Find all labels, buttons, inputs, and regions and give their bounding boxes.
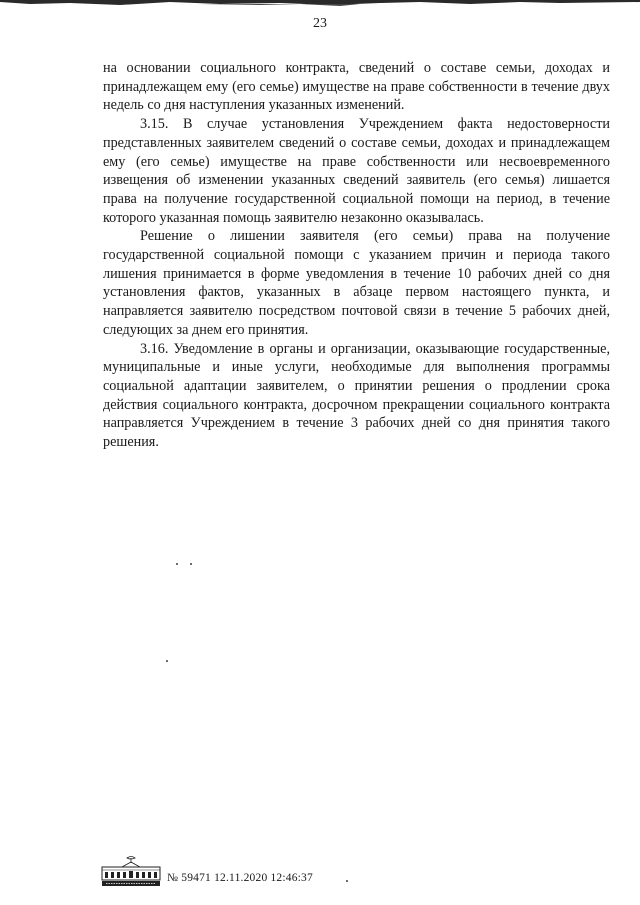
scan-top-edge xyxy=(0,0,640,8)
paragraph-text: на основании социального контракта, сведений о составе семьи, доходах и принадлежащем ему (его семье) имуществе на праве собственности в течение двух недель со дня наступления указанных изменений. xyxy=(103,60,610,114)
document-body xyxy=(103,59,610,452)
paragraph-decision xyxy=(103,227,610,339)
scan-speck xyxy=(346,880,348,882)
scan-speck xyxy=(190,563,192,565)
scan-speck xyxy=(176,563,178,565)
paragraph-text: В случае установления Учреждением факта недостоверности представленных заявителем сведений о составе семьи, доходах и принадлежащем ему (его семье) имуществе на праве собственности или несвоевременного извещения об изменении указанных сведений заявитель (его семья) лишается права на получение государственной социальной помощи на период, в течение которого указанная помощь заявителю незаконно оказывалась. xyxy=(103,116,610,226)
registration-stamp: № 59471 12.11.2020 12:46:37 xyxy=(167,872,313,884)
page-number: 23 xyxy=(313,16,327,31)
paragraph-3-16 xyxy=(103,340,610,452)
paragraph-text: Уведомление в органы и организации, оказывающие государственные, муниципальные и иные услуги, необходимые для выполнения программы социальной адаптации заявителем, о принятии решения о продлении срока действия социального контракта, досрочном прекращении социального контракта направляется Учреждением в течение 3 рабочих дней со дня принятия такого решения. xyxy=(103,340,610,451)
item-number: 3.16. xyxy=(140,340,169,357)
paragraph-continuation xyxy=(103,59,610,115)
building-stamp-icon xyxy=(100,855,162,889)
paragraph-3-15 xyxy=(103,115,610,227)
scan-speck xyxy=(166,660,168,662)
paragraph-text: Решение о лишении заявителя (его семьи) права на получение государственной социальной помощи с указанием причин и периода такого лишения принимается в форме уведомления в течение 10 рабочих дней со дня установления фактов, указанных в абзаце первом настоящего пункта, и направляется заявителю посредством почтовой связи в течение 5 рабочих дней, следующих за днем его принятия. xyxy=(103,228,610,338)
item-number: 3.15. xyxy=(140,116,169,133)
